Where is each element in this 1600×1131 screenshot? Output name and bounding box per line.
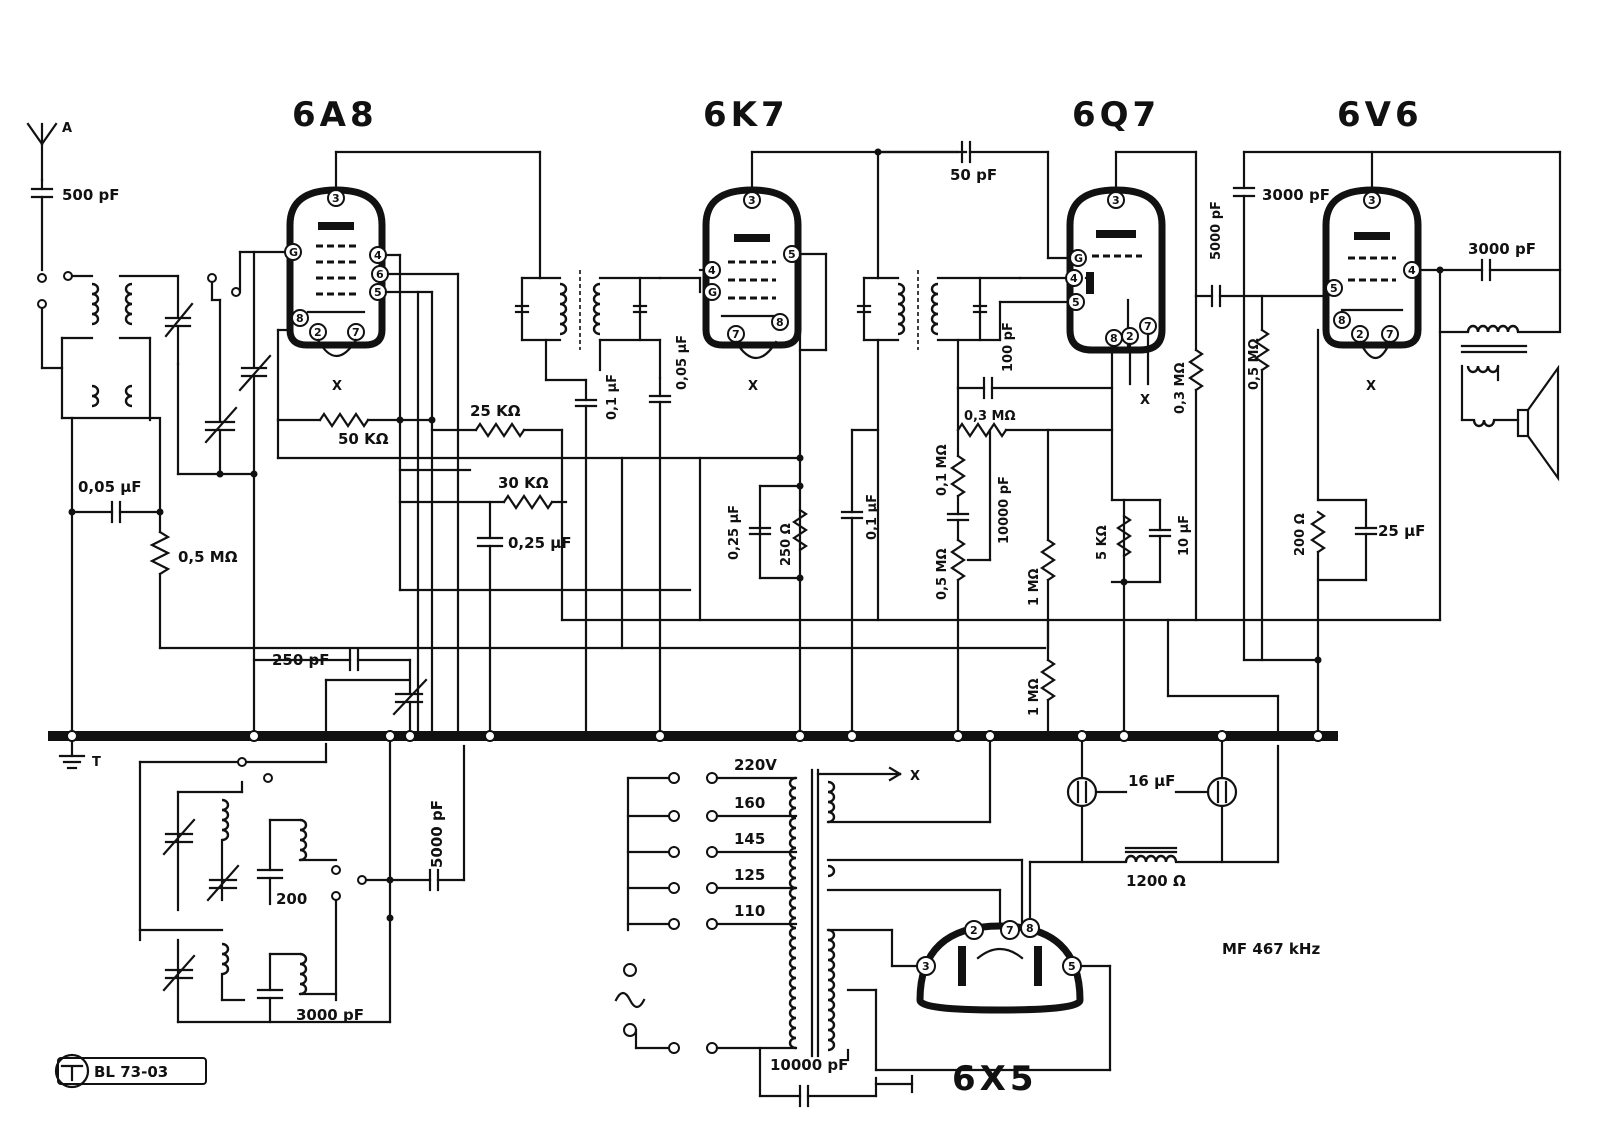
svg-text:7: 7 (1006, 924, 1014, 937)
label-c-10000p-b: 10000 pF (770, 1056, 849, 1074)
label-r-5k: 5 KΩ (1095, 525, 1110, 560)
label-tap-110: 110 (734, 902, 766, 920)
svg-text:7: 7 (1386, 328, 1394, 341)
svg-text:3: 3 (1368, 194, 1376, 207)
capacitor-250p (350, 650, 358, 670)
osc-coil-2 (300, 820, 306, 860)
if-frequency-note: MF 467 kHz (1222, 940, 1321, 958)
svg-text:8: 8 (1026, 922, 1034, 935)
resistor-25k (476, 424, 524, 436)
filter-choke (1126, 848, 1176, 862)
antenna-coil-2 (126, 284, 132, 406)
label-tap-145: 145 (734, 830, 766, 848)
svg-text:5: 5 (788, 248, 796, 261)
resistor-03m-a (958, 424, 1006, 436)
capacitor-5000p-a (1212, 286, 1220, 306)
tube-6q7 (1066, 190, 1162, 384)
label-c-16u: 16 µF (1128, 772, 1176, 790)
label-tap-220: 220V (734, 756, 777, 774)
label-c-01-b: 0,1 µF (865, 493, 880, 540)
label-c-10000p: 10000 pF (997, 476, 1012, 544)
resistor-1m-a (1042, 540, 1054, 580)
resistor-05m (152, 532, 168, 574)
resistor-50k (320, 414, 368, 426)
potentiometer-05m (952, 540, 964, 580)
heater-x-6v6: X (1366, 379, 1377, 394)
svg-text:8: 8 (296, 312, 304, 325)
label-c-005-b: 0,05 µF (675, 334, 690, 390)
svg-text:4: 4 (1408, 264, 1416, 277)
label-r-1200: 1200 Ω (1126, 872, 1186, 890)
output-transformer (1440, 326, 1560, 426)
label-c-3000p-b: 3000 pF (1468, 240, 1536, 258)
resistor-200 (1312, 512, 1324, 552)
ground-label: T (92, 755, 101, 770)
label-r-1m-b: 1 MΩ (1027, 678, 1042, 716)
label-c-antenna: 500 pF (62, 186, 120, 204)
label-r-05m-b: 0,5 MΩ (935, 548, 950, 600)
capacitor-5000p-osc (430, 870, 438, 890)
svg-text:3: 3 (748, 194, 756, 207)
antenna-label: A (62, 121, 73, 136)
capacitor-3000p-b (1482, 260, 1490, 280)
label-tap-160: 160 (734, 794, 766, 812)
label-c-100p: 100 pF (1001, 322, 1016, 372)
label-r-1m-a: 1 MΩ (1027, 568, 1042, 606)
label-c-10u: 10 µF (1177, 514, 1192, 556)
svg-text:3: 3 (332, 192, 340, 205)
svg-text:5: 5 (1068, 960, 1076, 973)
tube-label-6x5: 6X5 (952, 1059, 1038, 1099)
svg-text:G: G (1074, 252, 1084, 265)
antenna-coil-1 (92, 284, 98, 406)
variable-capacitor-1 (166, 276, 192, 364)
label-r-50k: 50 KΩ (338, 430, 389, 448)
tube-label-6a8: 6A8 (292, 95, 378, 135)
svg-text:2: 2 (314, 326, 322, 339)
svg-text:7: 7 (732, 328, 740, 341)
svg-text:5: 5 (1072, 296, 1080, 309)
svg-text:5: 5 (1330, 282, 1338, 295)
tube-label-6q7: 6Q7 (1072, 95, 1161, 135)
svg-text:4: 4 (1070, 272, 1078, 285)
resistor-30k (504, 496, 552, 508)
svg-text:8: 8 (1338, 314, 1346, 327)
if-transformer-1 (516, 270, 660, 350)
svg-text:7: 7 (1144, 320, 1152, 333)
label-c-5000p-a: 5000 pF (1209, 201, 1224, 260)
mains-selector (628, 773, 796, 930)
label-c-5000p-b: 5000 pF (428, 800, 446, 868)
svg-text:2: 2 (1126, 330, 1134, 343)
capacitor-3000p-a (1234, 188, 1254, 196)
svg-text:8: 8 (776, 316, 784, 329)
label-c-3000p-c: 3000 pF (296, 1006, 364, 1024)
heater-x-6k7: X (748, 379, 759, 394)
svg-text:2: 2 (1356, 328, 1364, 341)
label-c-025-b: 0,25 µF (727, 504, 742, 560)
filter-capacitor-2 (1208, 778, 1236, 806)
osc-coil-1 (222, 800, 228, 840)
capacitor-10000p-line (800, 1086, 808, 1106)
svg-text:6: 6 (376, 268, 384, 281)
heater-x-6a8: X (332, 379, 343, 394)
resistor-03m-b (1190, 350, 1202, 390)
speaker-icon (1518, 368, 1558, 478)
label-r-03m-b: 0,3 MΩ (1173, 362, 1188, 414)
tube-label-6v6: 6V6 (1337, 95, 1423, 135)
label-c-50p: 50 pF (950, 166, 998, 184)
resistor-01m (952, 456, 964, 496)
label-r-250: 250 Ω (779, 523, 794, 566)
label-tap-125: 125 (734, 866, 766, 884)
tube-6v6 (1326, 190, 1420, 358)
label-x-heater: X (910, 769, 921, 784)
resistor-1m-b (1042, 660, 1054, 700)
label-c-3000p-a: 3000 pF (1262, 186, 1330, 204)
svg-text:3: 3 (922, 960, 930, 973)
svg-text:3: 3 (1112, 194, 1120, 207)
tube-6x5 (917, 919, 1081, 1010)
label-r-05m: 0,5 MΩ (178, 548, 238, 566)
label-c-25u: 25 µF (1378, 522, 1426, 540)
label-c-250p: 250 pF (272, 651, 330, 669)
label-r-200: 200 Ω (1293, 513, 1308, 556)
label-c-005: 0,05 µF (78, 478, 142, 496)
stamp-label: BL 73-03 (94, 1063, 169, 1081)
svg-text:2: 2 (970, 924, 978, 937)
label-c-01-a: 0,1 µF (605, 373, 620, 420)
svg-text:4: 4 (374, 249, 382, 262)
label-r-03m-a: 0,3 MΩ (964, 409, 1016, 424)
capacitor-025 (478, 538, 502, 546)
label-r-25k: 25 KΩ (470, 402, 521, 420)
tube-6a8 (285, 190, 388, 356)
tube-label-6k7: 6K7 (703, 95, 789, 135)
if-transformer-2 (858, 270, 1020, 350)
label-r-30k: 30 KΩ (498, 474, 549, 492)
label-r-01m: 0,1 MΩ (935, 444, 950, 496)
tube-6k7 (704, 190, 800, 358)
filter-capacitor-1 (1068, 778, 1096, 806)
label-c-200: 200 (276, 890, 308, 908)
svg-text:G: G (289, 246, 299, 259)
svg-text:5: 5 (374, 286, 382, 299)
svg-text:7: 7 (352, 326, 360, 339)
capacitor-antenna (32, 180, 52, 270)
antenna-icon (28, 124, 56, 180)
power-transformer (790, 770, 834, 1056)
power-plug-icon (616, 964, 668, 1048)
svg-text:4: 4 (708, 264, 716, 277)
heater-x-6q7: X (1140, 393, 1151, 408)
label-c-025: 0,25 µF (508, 534, 572, 552)
svg-text:G: G (708, 286, 718, 299)
osc-coil-3 (222, 944, 306, 994)
label-r-05m-c: 0,5 MΩ (1247, 338, 1262, 390)
svg-text:8: 8 (1110, 332, 1118, 345)
